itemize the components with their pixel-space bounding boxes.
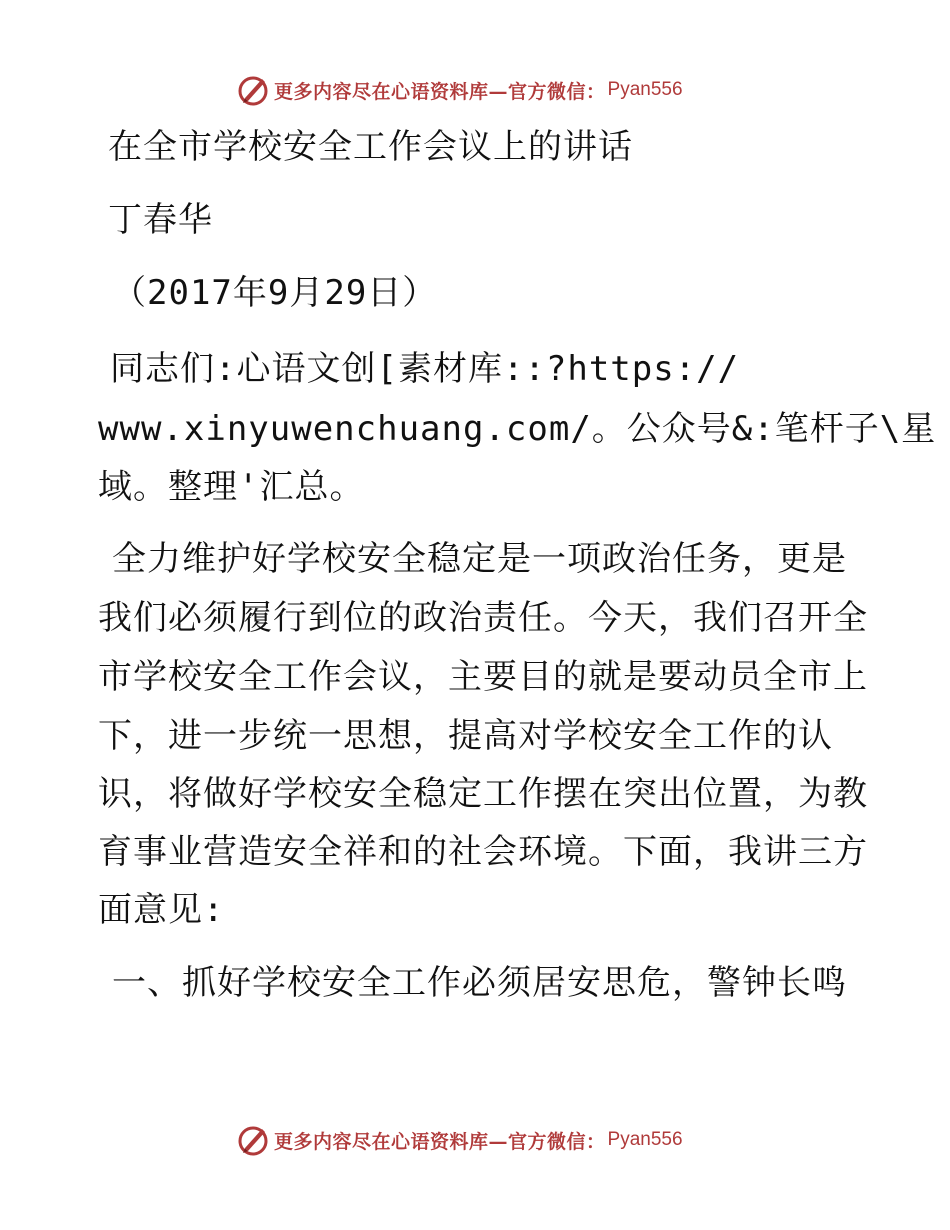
greeting-line: 同志们:心语文创[素材库::?https://: [110, 349, 740, 389]
paragraph-line: 育事业营造安全祥和的社会环境。下面，我讲三方: [98, 832, 868, 872]
header-watermark: [236, 72, 683, 108]
paragraph-line: 下，进一步统一思想，提高对学校安全工作的认: [98, 716, 833, 756]
paragraph-line: 我们必须履行到位的政治责任。今天，我们召开全: [98, 598, 868, 638]
document-author: 丁春华: [108, 200, 213, 240]
paragraph-line: 市学校安全工作会议，主要目的就是要动员全市上: [98, 657, 868, 697]
greeting-line: www.xinyuwenchuang.com/。公众号&:笔杆子\星: [98, 409, 937, 449]
pen-circle-logo-icon: [236, 1123, 270, 1157]
pen-circle-logo-icon: [236, 73, 270, 107]
watermark-text: 更多内容尽在心语资料库—官方微信：: [274, 1130, 606, 1153]
paragraph-line: 全力维护好学校安全稳定是一项政治任务，更是: [112, 539, 847, 579]
document-date: （2017年9月29日）: [112, 273, 438, 313]
section-heading: 一、抓好学校安全工作必须居安思危，警钟长鸣: [112, 963, 847, 1003]
paragraph-line: 识，将做好学校安全稳定工作摆在突出位置，为教: [98, 774, 868, 814]
footer-watermark: [236, 1122, 683, 1158]
greeting-line: 域。整理'汇总。: [98, 467, 365, 507]
paragraph-line: 面意见:: [98, 890, 225, 930]
document-title: 在全市学校安全工作会议上的讲话: [108, 127, 633, 167]
watermark-text: 更多内容尽在心语资料库—官方微信：: [274, 80, 606, 103]
watermark-account: Pyan556: [607, 1129, 683, 1150]
watermark-account: Pyan556: [607, 79, 683, 100]
